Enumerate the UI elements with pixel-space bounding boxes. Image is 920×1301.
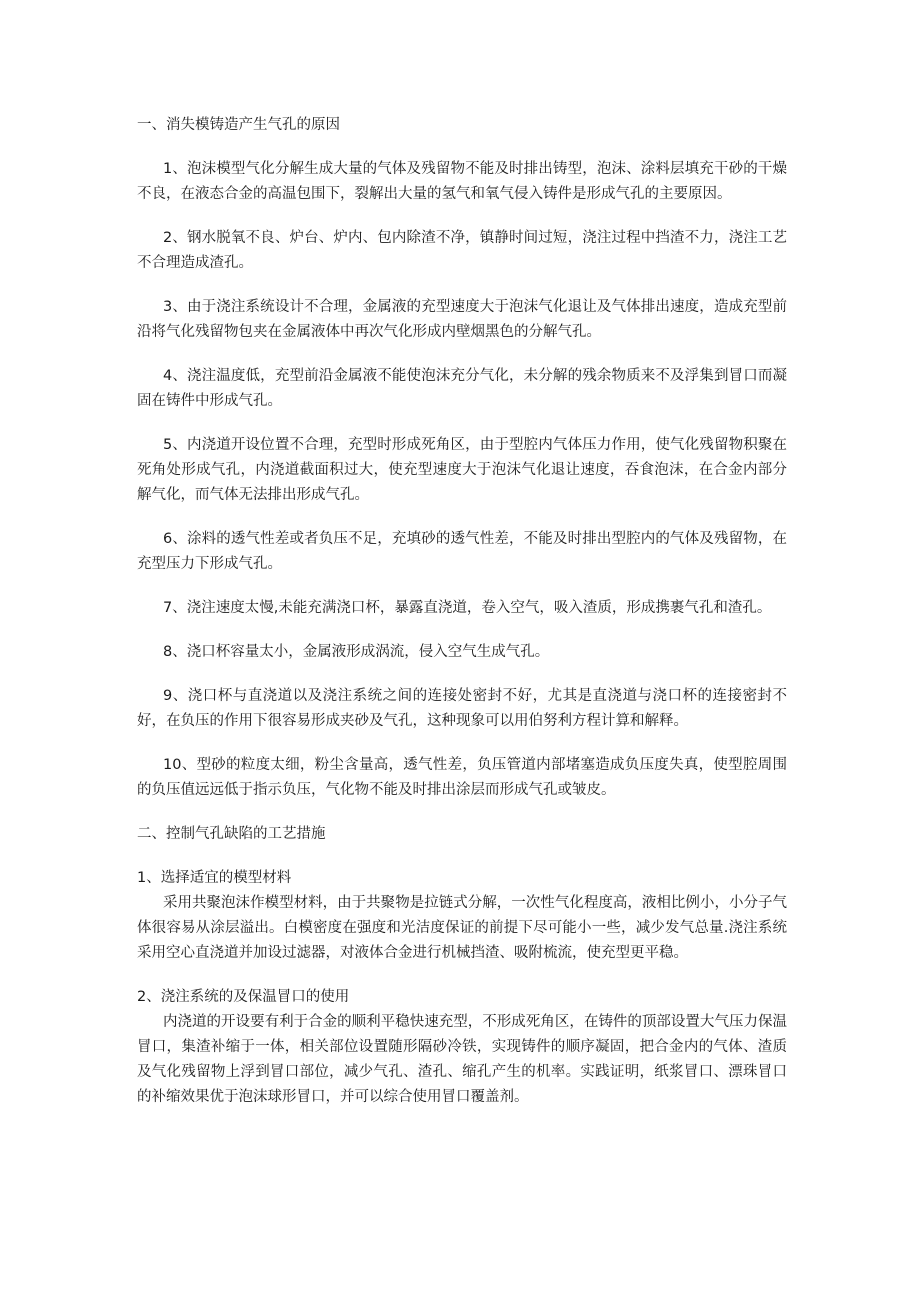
section-1-title: 一、消失模铸造产生气孔的原因 bbox=[137, 117, 340, 133]
cause-item-10: 10、型砂的粒度太细，粉尘含量高，透气性差，负压管道内部堵塞造成负压度失真，使型腔周围的负压值远远低于指示负压，气化物不能及时排出涂层而形成气孔或皱皮。 bbox=[137, 757, 787, 798]
cause-item-9: 9、浇口杯与直浇道以及浇注系统之间的连接处密封不好，尤其是直浇道与浇口杯的连接密封不好，在负压的作用下很容易形成夹砂及气孔，这种现象可以用伯努利方程计算和解释。 bbox=[137, 688, 787, 729]
cause-item-2: 2、钢水脱氧不良、炉台、炉内、包内除渣不净，镇静时间过短，浇注过程中挡渣不力，浇注工艺不合理造成渣孔。 bbox=[137, 230, 787, 271]
section-2-title: 二、控制气孔缺陷的工艺措施 bbox=[137, 826, 326, 842]
document-page bbox=[137, 113, 787, 1129]
cause-item-6: 6、涂料的透气性差或者负压不足，充填砂的透气性差，不能及时排出型腔内的气体及残留物，在充型压力下形成气孔。 bbox=[137, 531, 787, 572]
cause-item-3: 3、由于浇注系统设计不合理，金属液的充型速度大于泡沫气化退让及气体排出速度，造成充型前沿将气化残留物包夹在金属液体中再次气化形成内壁烟黑色的分解气孔。 bbox=[137, 299, 787, 340]
measure-2-body: 内浇道的开设要有利于合金的顺利平稳快速充型，不形成死角区，在铸件的顶部设置大气压力保温冒口，集渣补缩于一体，相关部位设置随形隔砂冷铁，实现铸件的顺序凝固，把合金内的气体、渣质及气化残留物上浮到冒口部位，减少气孔、渣孔、缩孔产生的机率。实践证明，纸浆冒口、漂珠冒口的补缩效果优于泡沫球形冒口，并可以综合使用冒口覆盖剂。 bbox=[137, 1014, 787, 1105]
cause-item-7: 7、浇注速度太慢,未能充满浇口杯，暴露直浇道，卷入空气，吸入渣质，形成携裹气孔和渣孔。 bbox=[163, 600, 772, 616]
cause-item-8: 8、浇口杯容量太小，金属液形成涡流，侵入空气生成气孔。 bbox=[163, 644, 550, 660]
measure-2-title: 2、浇注系统的及保温冒口的使用 bbox=[137, 989, 350, 1005]
cause-item-5: 5、内浇道开设位置不合理，充型时形成死角区，由于型腔内气体压力作用，使气化残留物积聚在死角处形成气孔，内浇道截面积过大，使充型速度大于泡沫气化退让速度，吞食泡沫，在合金内部分解气化，而气体无法排出形成气孔。 bbox=[137, 437, 787, 503]
measure-1-body: 采用共聚泡沫作模型材料，由于共聚物是拉链式分解，一次性气化程度高，液相比例小，小分子气体很容易从涂层溢出。白模密度在强度和光洁度保证的前提下尽可能小一些，减少发气总量.浇注系统采用空心直浇道并加设过滤器，对液体合金进行机械挡渣、吸附梳流，使充型更平稳。 bbox=[137, 895, 787, 961]
measure-block-1 bbox=[137, 866, 787, 966]
measure-1-title: 1、选择适宜的模型材料 bbox=[137, 870, 292, 886]
cause-item-4: 4、浇注温度低，充型前沿金属液不能使泡沫充分气化，未分解的残余物质来不及浮集到冒口而凝固在铸件中形成气孔。 bbox=[137, 368, 787, 409]
cause-item-1: 1、泡沫模型气化分解生成大量的气体及残留物不能及时排出铸型，泡沫、涂料层填充干砂的干燥不良，在液态合金的高温包围下，裂解出大量的氢气和氧气侵入铸件是形成气孔的主要原因。 bbox=[137, 161, 787, 202]
measure-block-2 bbox=[137, 985, 787, 1110]
